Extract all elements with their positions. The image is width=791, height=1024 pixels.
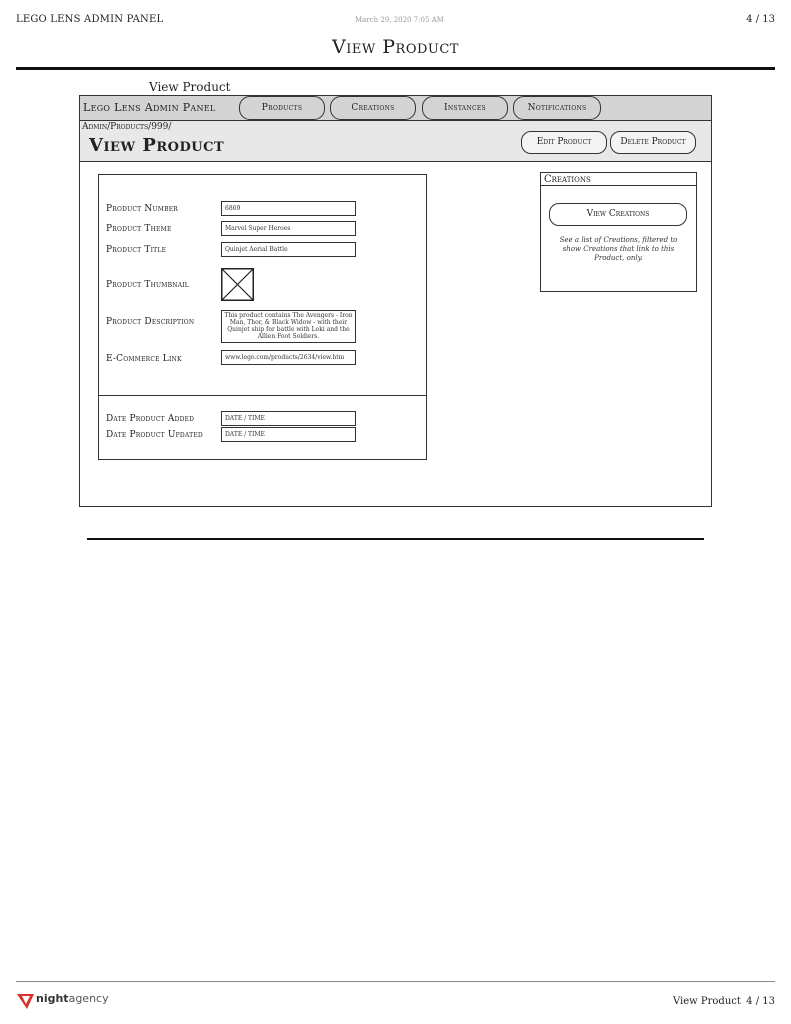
app-title: Lego Lens Admin Panel (83, 101, 216, 114)
product-number-label: Product Number (106, 204, 178, 214)
page-header (80, 121, 711, 162)
breadcrumb[interactable]: Admin/Products/999/ (82, 122, 172, 132)
night-agency-logo-icon (16, 992, 36, 1010)
date-updated-field: DATE / TIME (221, 427, 356, 442)
ecommerce-link-field[interactable]: www.lego.com/products/2634/view.htm (221, 350, 356, 365)
view-creations-button[interactable]: View Creations (549, 203, 687, 226)
navbar (80, 96, 711, 121)
product-theme-label: Product Theme (106, 224, 172, 234)
product-title-field: Quinjet Aerial Battle (221, 242, 356, 257)
footer-rule (16, 981, 775, 982)
section-rule (87, 538, 704, 540)
ecommerce-link-label: E-Commerce Link (106, 354, 182, 364)
date-updated-label: Date Product Updated (106, 430, 203, 440)
product-title-label: Product Title (106, 245, 167, 255)
nav-products[interactable]: Products (239, 96, 325, 120)
header-rule (16, 67, 775, 70)
brand-prefix: night (36, 992, 69, 1005)
nav-instances[interactable]: Instances (422, 96, 508, 120)
delete-product-button[interactable]: Delete Product (610, 131, 696, 154)
edit-product-button[interactable]: Edit Product (521, 131, 607, 154)
brand-suffix: agency (68, 992, 109, 1005)
document-header-date: March 29, 2020 7:05 AM (355, 16, 444, 24)
footer-label: View Product (673, 996, 741, 1007)
product-description-field: This product contains The Avengers - Iron Man, Thor, & Black Widow - with their Quinjet ship for battle with Loki and the Allien Foot Soldiers. (221, 310, 356, 343)
product-number-field: 6869 (221, 201, 356, 216)
nav-notifications[interactable]: Notifications (513, 96, 601, 120)
document-header-page: 4 / 13 (746, 14, 775, 25)
document-header-title: LEGO LENS ADMIN PANEL (16, 14, 164, 25)
product-details-panel (98, 174, 427, 460)
wireframe-frame (79, 95, 712, 507)
page-title: View Product (89, 135, 225, 156)
frame-caption: View Product (149, 80, 231, 94)
product-thumbnail-label: Product Thumbnail (106, 280, 189, 290)
document-title: View Product (332, 36, 459, 58)
brand-name (36, 992, 109, 1005)
product-theme-field: Marvel Super Heroes (221, 221, 356, 236)
image-placeholder-icon (221, 268, 254, 301)
creations-panel (540, 172, 697, 292)
form-divider (99, 395, 426, 396)
date-added-field: DATE / TIME (221, 411, 356, 426)
nav-creations[interactable]: Creations (330, 96, 416, 120)
creations-panel-title: Creations (541, 173, 696, 186)
date-added-label: Date Product Added (106, 414, 195, 424)
product-description-label: Product Description (106, 317, 195, 327)
creations-note: See a list of Creations, filtered to show Creations that link to this Product, only. (559, 236, 678, 262)
footer-page: 4 / 13 (746, 996, 775, 1007)
